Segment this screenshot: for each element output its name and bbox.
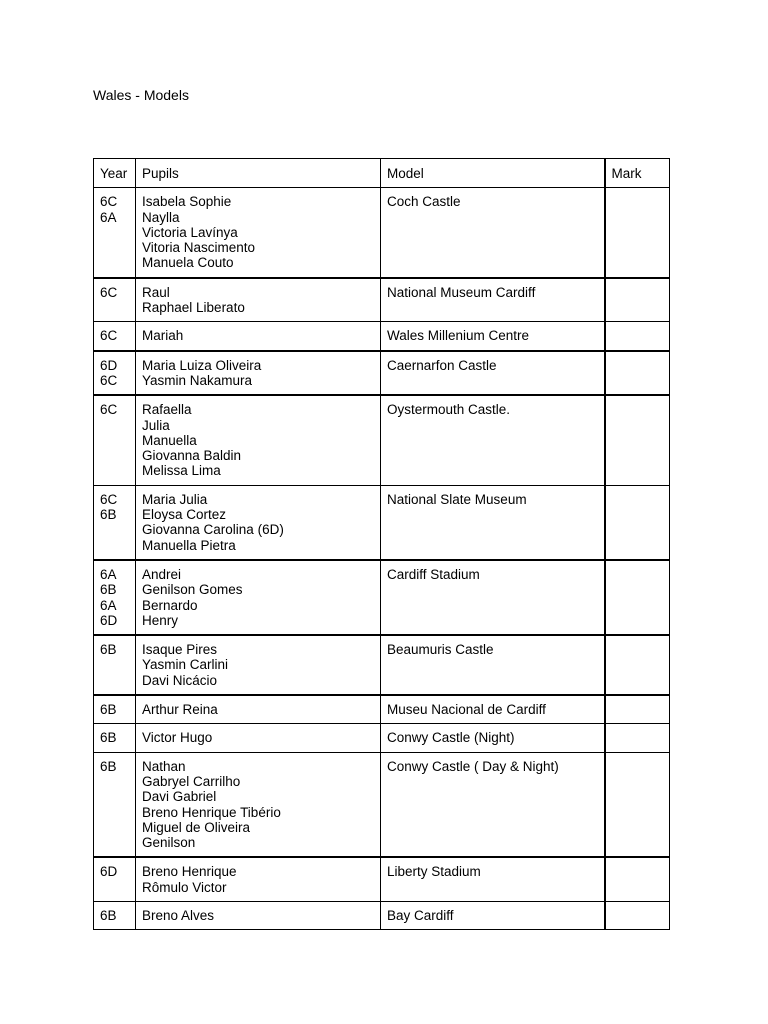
model-cell: [381, 857, 605, 901]
year-cell: [94, 752, 136, 857]
header-model: Model: [381, 159, 605, 188]
mark-cell: [605, 278, 670, 322]
pupil-name: Victor Hugo: [142, 730, 213, 746]
year-cell: [94, 395, 136, 485]
header-pupils: Pupils: [136, 159, 381, 188]
model-cell: [381, 635, 605, 695]
pupil-name: Davi Nicácio: [142, 672, 218, 688]
year-cell: [94, 560, 136, 635]
table-row: [94, 695, 670, 724]
year-label: 6B: [100, 907, 117, 923]
mark-cell: [605, 724, 670, 752]
pupil-name: Breno Henrique: [142, 864, 237, 880]
model-name: Museu Nacional de Cardiff: [387, 702, 546, 718]
pupil-name: Nathan: [142, 758, 186, 774]
year-label: 6B: [100, 642, 117, 658]
model-cell: [381, 322, 605, 351]
year-cell: [94, 724, 136, 752]
pupil-name: Melissa Lima: [142, 463, 221, 479]
pupil-name: Yasmin Carlini: [142, 657, 229, 673]
pupils-cell: [136, 188, 381, 278]
pupils-cell: [136, 724, 381, 752]
pupil-name: Gabryel Carrilho: [142, 773, 241, 789]
pupil-name: Giovanna Baldin: [142, 448, 242, 464]
mark-cell: [605, 635, 670, 695]
model-cell: [381, 278, 605, 322]
table-row: [94, 485, 670, 560]
year-label: 6B: [100, 702, 117, 718]
year-label: 6D: [100, 864, 118, 880]
year-label: 6B: [100, 507, 117, 523]
pupil-name: Isabela Sophie: [142, 194, 232, 210]
header-mark: Mark: [605, 159, 670, 188]
pupil-name: Manuella: [142, 432, 197, 448]
model-name: Coch Castle: [387, 194, 461, 210]
model-name: National Slate Museum: [387, 491, 527, 507]
pupil-name: Miguel de Oliveira: [142, 819, 251, 835]
pupil-name: Eloysa Cortez: [142, 507, 227, 523]
year-label: 6C: [100, 194, 118, 210]
pupils-cell: [136, 395, 381, 485]
year-label: 6A: [100, 209, 117, 225]
year-label: 6D: [100, 612, 118, 628]
year-label: 6C: [100, 402, 118, 418]
mark-cell: [605, 695, 670, 724]
pupil-name: Victoria Lavínya: [142, 224, 238, 240]
pupils-cell: [136, 635, 381, 695]
model-name: Conwy Castle (Night): [387, 730, 515, 746]
models-table: [93, 158, 670, 930]
pupil-name: Julia: [142, 417, 170, 433]
pupil-name: Rafaella: [142, 402, 192, 418]
year-label: 6B: [100, 730, 117, 746]
mark-cell: [605, 351, 670, 396]
year-cell: [94, 857, 136, 901]
model-name: Bay Cardiff: [387, 907, 454, 923]
pupil-name: Raphael Liberato: [142, 300, 245, 316]
year-label: 6A: [100, 566, 117, 582]
pupil-name: Mariah: [142, 328, 184, 344]
pupils-cell: [136, 857, 381, 901]
pupils-cell: [136, 351, 381, 396]
year-cell: [94, 351, 136, 396]
table-row: [94, 560, 670, 635]
model-name: Wales Millenium Centre: [387, 328, 530, 344]
pupil-name: Arthur Reina: [142, 702, 218, 718]
pupils-cell: [136, 278, 381, 322]
model-cell: [381, 695, 605, 724]
pupil-name: Genilson: [142, 835, 196, 851]
table-row: [94, 188, 670, 278]
pupil-name: Bernardo: [142, 597, 198, 613]
year-label: 6A: [100, 597, 117, 613]
mark-cell: [605, 322, 670, 351]
pupil-name: Giovanna Carolina (6D): [142, 522, 284, 538]
document-title: Wales - Models: [93, 87, 189, 103]
pupil-name: Maria Julia: [142, 491, 208, 507]
year-label: 6C: [100, 328, 118, 344]
year-cell: [94, 322, 136, 351]
year-cell: [94, 901, 136, 929]
pupil-name: Andrei: [142, 566, 182, 582]
pupil-name: Maria Luiza Oliveira: [142, 357, 262, 373]
model-name: Conwy Castle ( Day & Night): [387, 758, 559, 774]
mark-cell: [605, 752, 670, 857]
pupil-name: Naylla: [142, 209, 180, 225]
model-cell: [381, 560, 605, 635]
year-label: 6B: [100, 582, 117, 598]
table-row: [94, 752, 670, 857]
model-cell: [381, 188, 605, 278]
model-cell: [381, 485, 605, 560]
mark-cell: [605, 485, 670, 560]
table-row: [94, 322, 670, 351]
pupil-name: Breno Alves: [142, 907, 215, 923]
pupil-name: Yasmin Nakamura: [142, 372, 253, 388]
year-cell: [94, 485, 136, 560]
pupil-name: Davi Gabriel: [142, 789, 217, 805]
model-cell: [381, 395, 605, 485]
table-row: [94, 278, 670, 322]
mark-cell: [605, 901, 670, 929]
model-cell: [381, 351, 605, 396]
pupils-cell: [136, 901, 381, 929]
model-name: Oystermouth Castle.: [387, 402, 511, 418]
pupils-cell: [136, 322, 381, 351]
table-row: [94, 395, 670, 485]
mark-cell: [605, 560, 670, 635]
year-cell: [94, 278, 136, 322]
mark-cell: [605, 395, 670, 485]
year-label: 6B: [100, 758, 117, 774]
year-label: 6C: [100, 491, 118, 507]
model-cell: [381, 724, 605, 752]
pupil-name: Isaque Pires: [142, 642, 218, 658]
mark-cell: [605, 857, 670, 901]
pupils-cell: [136, 752, 381, 857]
pupils-cell: [136, 695, 381, 724]
pupil-name: Vitoria Nascimento: [142, 240, 256, 256]
mark-cell: [605, 188, 670, 278]
year-label: 6C: [100, 372, 118, 388]
table-row: [94, 901, 670, 929]
model-name: Liberty Stadium: [387, 864, 481, 880]
pupil-name: Raul: [142, 284, 170, 300]
pupil-name: Manuella Pietra: [142, 537, 236, 553]
table-row: [94, 857, 670, 901]
year-cell: [94, 695, 136, 724]
pupil-name: Henry: [142, 612, 179, 628]
year-label: 6D: [100, 357, 118, 373]
year-label: 6C: [100, 284, 118, 300]
table-row: [94, 351, 670, 396]
pupils-cell: [136, 485, 381, 560]
pupil-name: Manuela Couto: [142, 255, 234, 271]
header-year: Year: [94, 159, 136, 188]
pupils-cell: [136, 560, 381, 635]
pupil-name: Breno Henrique Tibério: [142, 804, 281, 820]
model-name: Cardiff Stadium: [387, 566, 480, 582]
model-cell: [381, 901, 605, 929]
model-name: National Museum Cardiff: [387, 284, 536, 300]
model-name: Beaumuris Castle: [387, 642, 494, 658]
model-name: Caernarfon Castle: [387, 357, 497, 373]
model-cell: [381, 752, 605, 857]
year-cell: [94, 188, 136, 278]
table-header-row: [94, 159, 670, 188]
pupil-name: Rômulo Victor: [142, 879, 227, 895]
year-cell: [94, 635, 136, 695]
table-row: [94, 635, 670, 695]
table-body: [94, 188, 670, 930]
pupil-name: Genilson Gomes: [142, 582, 243, 598]
table-row: [94, 724, 670, 752]
